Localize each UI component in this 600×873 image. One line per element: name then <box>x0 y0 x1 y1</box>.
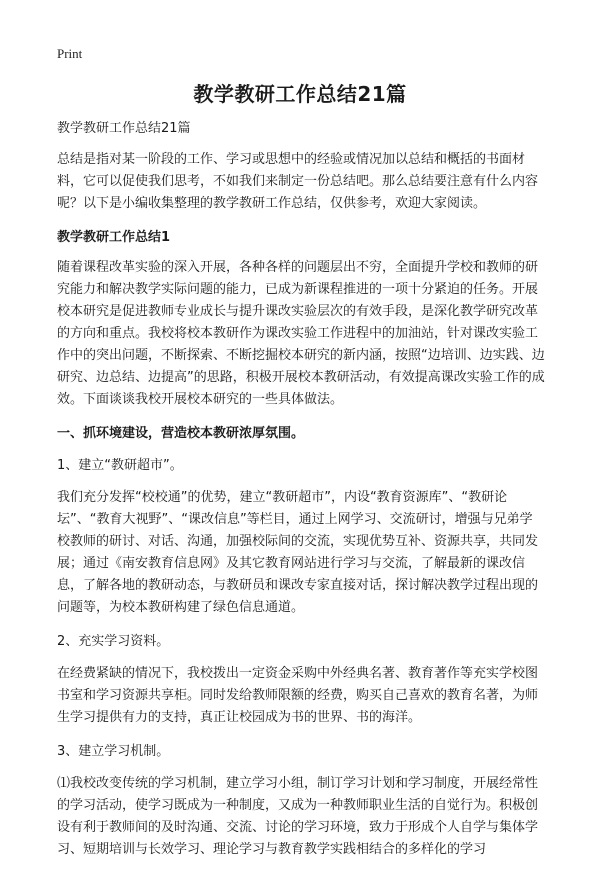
item-paragraph: 在经费紧缺的情况下，我校拨出一定资金采购中外经典名著、教育著作等充实学校图书室和学习资源共享柜。同时发给教师限额的经费，购买自己喜欢的教育名著，为师生学习提供有力的支持，真正让校园成为书的世界、书的海洋。 <box>57 666 539 725</box>
item-heading: 1、建立“教研超市”。 <box>57 458 183 473</box>
intro-paragraph: 总结是指对某一阶段的工作、学习或思想中的经验或情况加以总结和概括的书面材料，它可以促使我们思考，不如我们来制定一份总结吧。那么总结要注意有什么内容呢？以下是小编收集整理的教学教研工作总结，仅供参考，欢迎大家阅读。 <box>57 152 539 211</box>
item-paragraph: ⑴我校改变传统的学习机制，建立学习小组，制订学习计划和学习制度，开展经常性的学习活动，使学习既成为一种制度，又成为一种教师职业生活的自觉行为。积极创设有利于教师间的及时沟通、交流、讨论的学习环境，致力于形成个人自学与集体学习、短期培训与长效学习、理论学习与教育教学实践相结合的多样化的学习 <box>57 776 539 857</box>
document-body <box>57 118 545 873</box>
document-subtitle: 教学教研工作总结21篇 <box>57 121 191 136</box>
item-heading: 3、建立学习机制。 <box>57 744 170 759</box>
item-paragraph: 我们充分发挥“校校通”的优势，建立“教研超市”，内设“教育资源库”、“教研论坛”、“教育大视野”、“课改信息”等栏目，通过上网学习、交流研讨，增强与兄弟学校教师的研讨、对话、沟通，加强校际间的交流，实现优势互补、资源共享，共同发展；通过《南安教育信息网》及其它教育网站进行学习与交流，了解最新的课改信息，了解各地的教研动态，与教研员和课改专家直接对话，探讨解决教学过程出现的问题等，为校本教研构建了绿色信息通道。 <box>57 490 539 615</box>
item-heading: 2、充实学习资料。 <box>57 634 170 649</box>
part-heading: 一、抓环境建设，营造校本教研浓厚氛围。 <box>57 426 305 441</box>
section-heading: 教学教研工作总结1 <box>57 230 171 245</box>
section-paragraph: 随着课程改革实验的深入开展，各种各样的问题层出不穷，全面提升学校和教师的研究能力和解决教学实际问题的能力，已成为新课程推进的一项十分紧迫的任务。开展校本研究是促进教师专业成长与提升课改实验层次的有效手段，是深化教学研究改革的方向和重点。我校将校本教研作为课改实验工作进程中的加油站，针对课改实验工作中的突出问题，不断探索、不断挖掘校本研究的新内涵，按照“边培训、边实践、边研究、边总结、边提高”的思路，积极开展校本教研活动，有效提高课改实验工作的成效。下面谈谈我校开展校本研究的一些具体做法。 <box>57 260 545 407</box>
page-title: 教学教研工作总结21篇 <box>193 82 407 106</box>
print-label: Print <box>57 46 83 61</box>
